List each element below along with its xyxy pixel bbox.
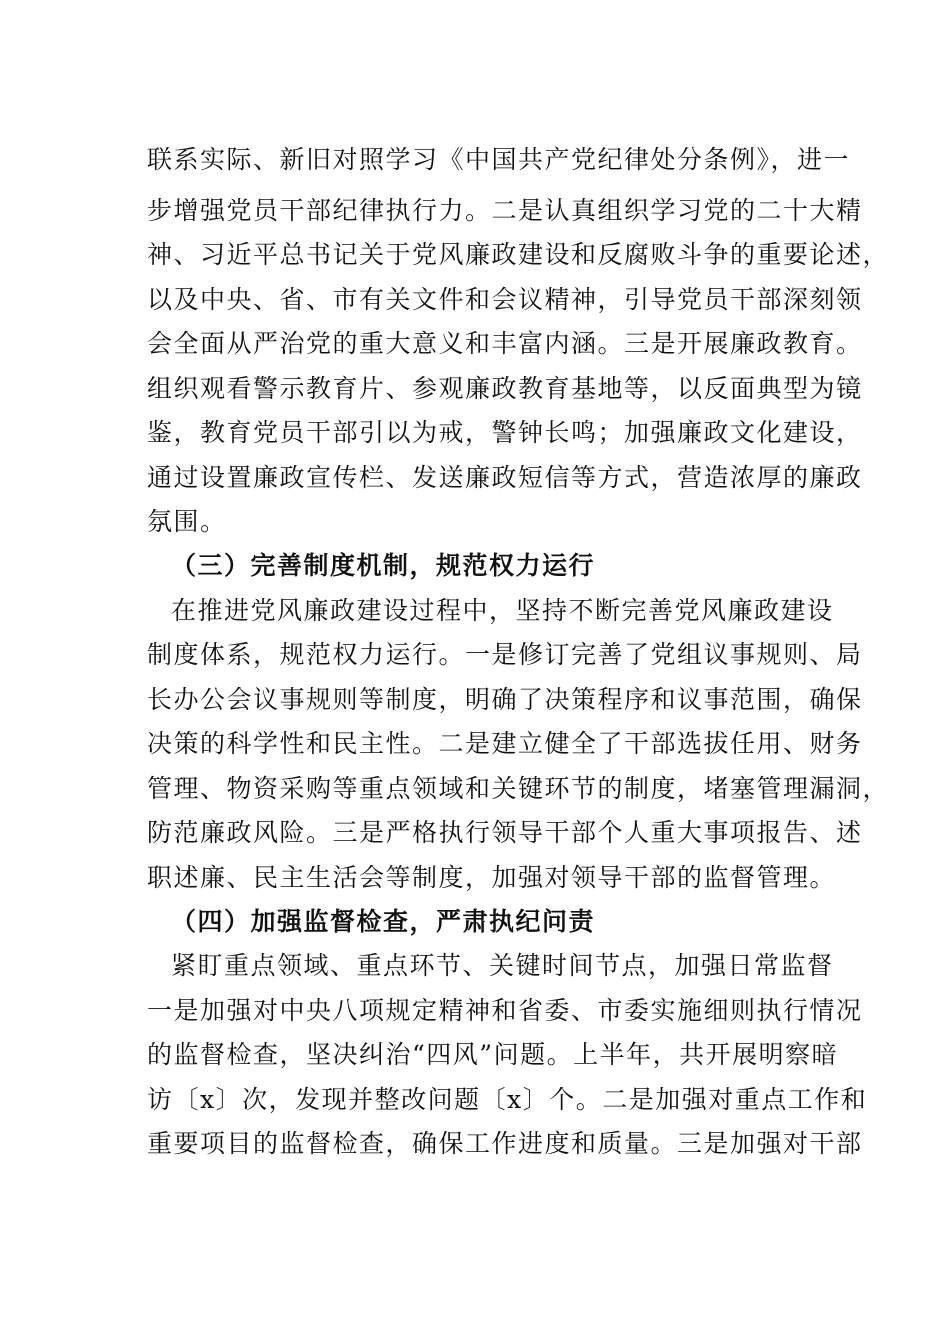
body-text-line: 通过设置廉政宣传栏、发送廉政短信等方式，营造浓厚的廉政 (147, 463, 863, 492)
body-text-line: 紧盯重点领域、重点环节、关键时间节点，加强日常监督 (171, 951, 834, 980)
body-text-line: 决策的科学性和民主性。二是建立健全了干部选拔任用、财务 (147, 729, 863, 758)
body-text-line: 以及中央、省、市有关文件和会议精神，引导党员干部深刻领 (147, 285, 863, 314)
body-text-line: 重要项目的监督检查，确保工作进度和质量。三是加强对干部 (147, 1129, 863, 1158)
body-text-line: 防范廉政风险。三是严格执行领导干部个人重大事项报告、述 (147, 818, 863, 847)
body-text-line: 一是加强对中央八项规定精神和省委、市委实施细则执行情况 (147, 996, 863, 1025)
body-text-line: 制度体系，规范权力运行。一是修订完善了党组议事规则、局 (147, 640, 863, 669)
body-text-line: 的监督检查，坚决纠治“四风”问题。上半年，共开展明察暗 (147, 1040, 839, 1069)
body-text-line: 鉴，教育党员干部引以为戒，警钟长鸣；加强廉政文化建设， (147, 418, 863, 447)
body-text-line: 氛围。 (147, 507, 227, 536)
section-heading-3: （三）完善制度机制，规范权力运行 (171, 551, 596, 580)
body-text-line: 联系实际、新旧对照学习《中国共产党纪律处分条例》，进一 (147, 145, 851, 174)
body-text-line: 组织观看警示教育片、参观廉政教育基地等，以反面典型为镜 (147, 374, 863, 403)
body-text-line: 访〔x〕次，发现并整改问题〔x〕个。二是加强对重点工作和 (147, 1085, 868, 1114)
body-text-line: 职述廉、民主生活会等制度，加强对领导干部的监督管理。 (147, 863, 837, 892)
body-text-line: 神、习近平总书记关于党风廉政建设和反腐败斗争的重要论述， (147, 240, 890, 269)
section-heading-4: （四）加强监督检查，严肃执纪问责 (171, 907, 596, 936)
body-text-line: 会全面从严治党的重大意义和丰富内涵。三是开展廉政教育。 (147, 329, 863, 358)
body-text-line: 步增强党员干部纪律执行力。二是认真组织学习党的二十大精 (147, 196, 863, 225)
body-text-line: 在推进党风廉政建设过程中，坚持不断完善党风廉政建设 (171, 596, 834, 625)
body-text-line: 长办公会议事规则等制度，明确了决策程序和议事范围，确保 (147, 685, 863, 714)
body-text-line: 管理、物资采购等重点领域和关键环节的制度，堵塞管理漏洞， (147, 774, 890, 803)
